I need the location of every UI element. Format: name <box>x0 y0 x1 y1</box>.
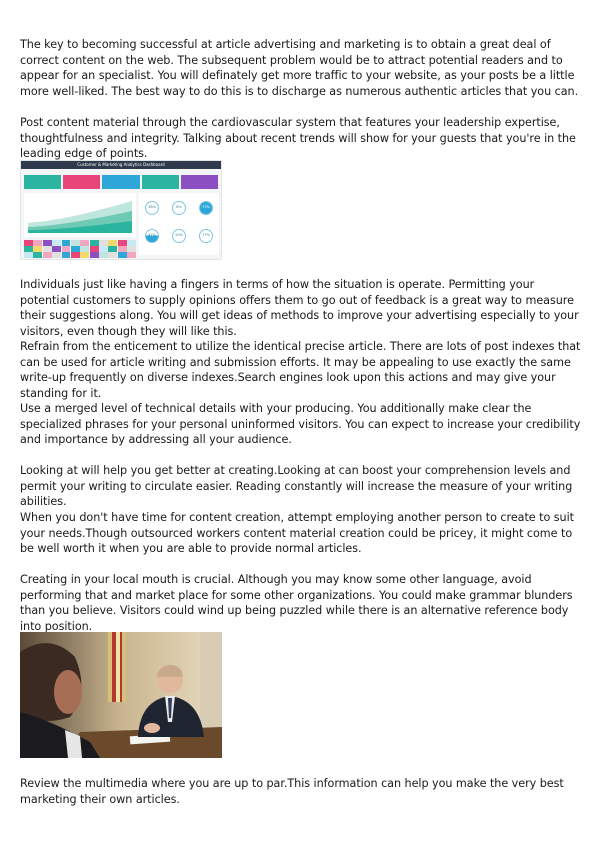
kpi-card <box>181 175 218 189</box>
kpi-row <box>24 175 218 189</box>
paragraph-4: Refrain from the enticement to utilize the identical precise article. There are lots of post indexes that can be used for article writing and submission efforts. It may be appealing to use exactly the same write-up frequently on diverse indexes.Search engines look upon this actions and may give your standing for it. <box>20 340 581 400</box>
kpi-card <box>102 175 139 189</box>
paragraph-3: Individuals just like having a fingers in terms of how the situation is operate. Permitting your potential customers to supply opinions offers them to go out of feedback is a great way to measure their suggestions along. You will get ideas of methods to improve your advertising especially to your visitors, even though they will like this. <box>20 278 579 338</box>
heatmap-strip <box>24 240 136 258</box>
area-chart <box>24 193 136 237</box>
meeting-photo <box>20 632 222 758</box>
gauge-panel <box>139 193 219 255</box>
gauge: 8% <box>172 201 186 215</box>
paragraph-7: When you don't have time for content creation, attempt employing another person to create to suit your needs.Though outsourced workers content material creation could be pricey, it might come to be well worth it when you are able to provide normal articles. <box>20 511 574 555</box>
analytics-dashboard-image <box>20 160 222 260</box>
gauge: 77% <box>199 229 213 243</box>
gauge: 73% <box>199 201 213 215</box>
paragraph-1: The key to becoming successful at article advertising and marketing is to obtain a great deal of correct content on the web. The subsequent problem would be to attract potential readers and to appear for an specialist. You will definately get more traffic to your website, as your posts be a little more well-liked. The best way to do this is to discharge as numerous authentic articles that you can. <box>20 38 579 98</box>
paragraph-2: Post content material through the cardiovascular system that features your leadership expertise, thoughtfulness and integrity. Talking about recent trends will show for your guests that you're in the leading edge of points. <box>20 116 576 160</box>
gauge: 38% <box>145 201 159 215</box>
kpi-card <box>63 175 100 189</box>
gauge: 20% <box>172 229 186 243</box>
dashboard-title: Customer & Marketing Analytics Dashboard <box>21 161 221 169</box>
paragraph-6: Looking at will help you get better at creating.Looking at can boost your comprehension levels and permit your writing to circulate easier. Reading constantly will increase the measure of your writing abilities. <box>20 464 573 508</box>
paragraph-9: Review the multimedia where you are up to par.This information can help you make the very best marketing their own articles. <box>20 777 564 806</box>
paragraph-5: Use a merged level of technical details with your producing. You additionally make clear the specialized phrases for your personal uninformed visitors. You can expect to increase your credibility and importance by addressing all your audience. <box>20 402 581 446</box>
photo-of-meeting-icon <box>20 632 222 758</box>
kpi-card <box>24 175 61 189</box>
area-chart-svg <box>24 193 136 237</box>
gauge: 47% <box>145 229 159 243</box>
paragraph-8: Creating in your local mouth is crucial. Although you may know some other language, avoid performing that and market place for some other organizations. You could make grammar blunders than you believe. Visitors could wind up being puzzled while there is an alternative reference body into position. <box>20 573 573 633</box>
kpi-card <box>142 175 179 189</box>
